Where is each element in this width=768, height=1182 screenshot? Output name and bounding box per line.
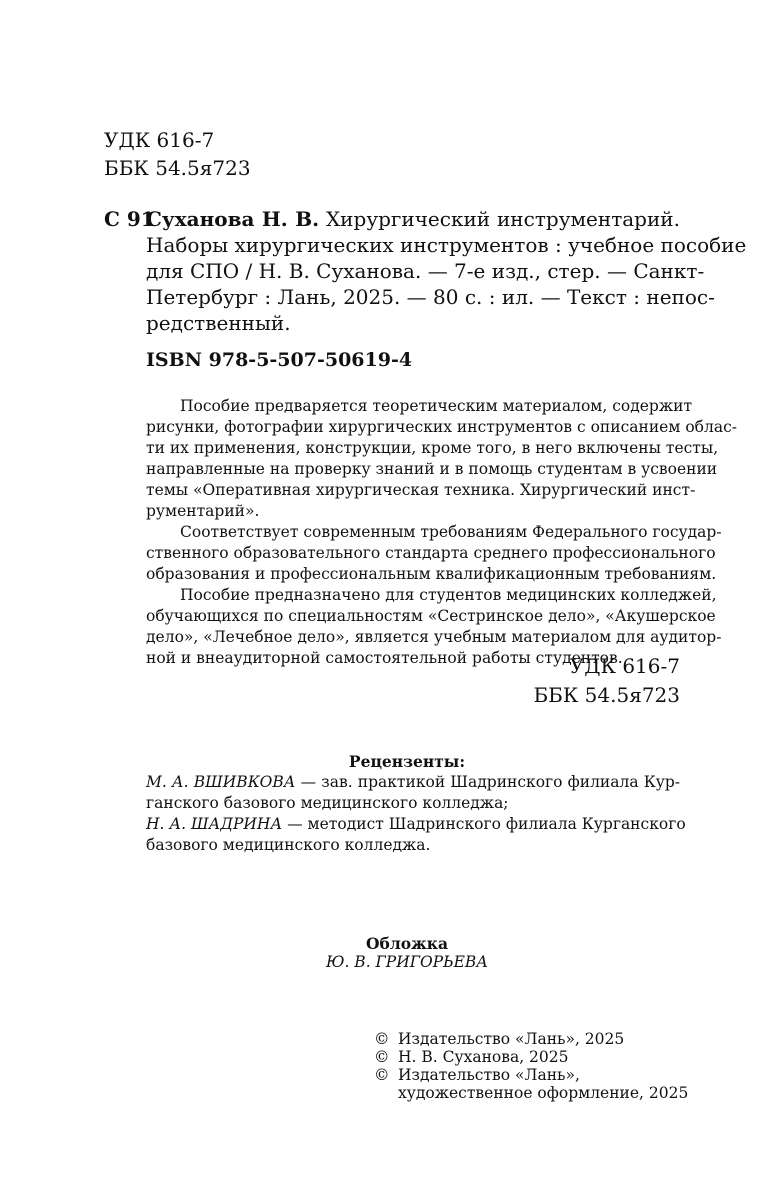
annotation-line: Пособие предназначено для студентов медицинских колледжей,	[180, 586, 717, 604]
top-udk-code: УДК 616-7	[104, 128, 215, 152]
reviewers-heading: Рецензенты:	[348, 752, 466, 771]
annotation-line: Пособие предваряется теоретическим материалом, содержит	[180, 397, 693, 415]
annotation-line: ной и внеаудиторной самостоятельной работы студентов.	[146, 649, 623, 667]
entry-title-start: Хирургический инструментарий.	[319, 207, 680, 231]
cutter-number: С 91	[104, 207, 155, 231]
annotation-line: направленные на проверку знаний и в помощь студентам в усвоении	[146, 460, 718, 478]
annotation-line: рисунки, фотографии хирургических инструментов с описанием облас-	[146, 418, 737, 436]
reviewers-list	[146, 772, 686, 856]
cover-designer: Ю. В. ГРИГОРЬЕВА	[325, 953, 489, 971]
top-classification-codes	[104, 126, 251, 182]
copyright-author	[374, 1048, 688, 1066]
right-bbk-code: ББК 54.5я723	[533, 683, 680, 707]
annotation-line: образования и профессиональным квалификационным требованиям.	[146, 565, 717, 583]
right-udk-code: УДК 616-7	[569, 654, 680, 678]
copyright-publisher	[374, 1030, 688, 1048]
annotation-line: дело», «Лечебное дело», является учебным материалом для аудитор-	[146, 628, 722, 646]
copyright-icon: ©	[374, 1066, 390, 1084]
annotation	[146, 396, 737, 669]
top-bbk-code: ББК 54.5я723	[104, 156, 251, 180]
reviewer-2-role: — методист Шадринского филиала Курганского	[282, 815, 686, 833]
copyright-block	[374, 1030, 688, 1102]
copyright-design	[374, 1066, 688, 1084]
copyright-icon: ©	[374, 1048, 390, 1066]
copyright-icon: ©	[374, 1030, 390, 1048]
reviewer-1-line-1	[146, 772, 680, 793]
copyright-publisher-text: Издательство «Лань», 2025	[398, 1030, 625, 1048]
reviewer-2-name: Н. А. ШАДРИНА	[146, 815, 283, 833]
entry-line-1	[146, 206, 680, 232]
annotation-line: ственного образовательного стандарта среднего профессионального	[146, 544, 716, 562]
copyright-design-continued: художественное оформление, 2025	[398, 1084, 689, 1102]
reviewer-2-line-2: базового медицинского колледжа.	[146, 836, 431, 854]
copyright-design-text: Издательство «Лань»,	[398, 1066, 580, 1084]
entry-line-3: для СПО / Н. В. Суханова. — 7-е изд., стер. — Санкт-	[146, 259, 705, 283]
annotation-line: ти их применения, конструкции, кроме того, в него включены тесты,	[146, 439, 719, 457]
entry-line-2: Наборы хирургических инструментов : учебное пособие	[146, 233, 747, 257]
entry-author: Суханова Н. В.	[146, 207, 320, 231]
entry-line-5: редственный.	[146, 311, 291, 335]
annotation-line: Соответствует современным требованиям Федерального государ-	[180, 523, 722, 541]
entry-line-4: Петербург : Лань, 2025. — 80 с. : ил. — Текст : непос-	[146, 285, 715, 309]
copyright-author-text: Н. В. Суханова, 2025	[398, 1048, 569, 1066]
catalog-entry	[146, 206, 747, 336]
isbn: ISBN 978-5-507-50619-4	[146, 349, 413, 371]
annotation-line: рументарий».	[146, 502, 260, 520]
annotation-line: обучающихся по специальностям «Сестринское дело», «Акушерское	[146, 607, 716, 625]
reviewer-2-line-1	[146, 814, 686, 835]
cover-heading: Обложка	[366, 934, 448, 953]
annotation-line: темы «Оперативная хирургическая техника. Хирургический инст-	[146, 481, 696, 499]
reviewer-1-name: М. А. ВШИВКОВА	[146, 773, 296, 791]
reviewer-1-line-2: ганского базового медицинского колледжа;	[146, 794, 509, 812]
right-classification-codes	[533, 652, 680, 710]
reviewer-1-role: — зав. практикой Шадринского филиала Кур-	[295, 773, 680, 791]
